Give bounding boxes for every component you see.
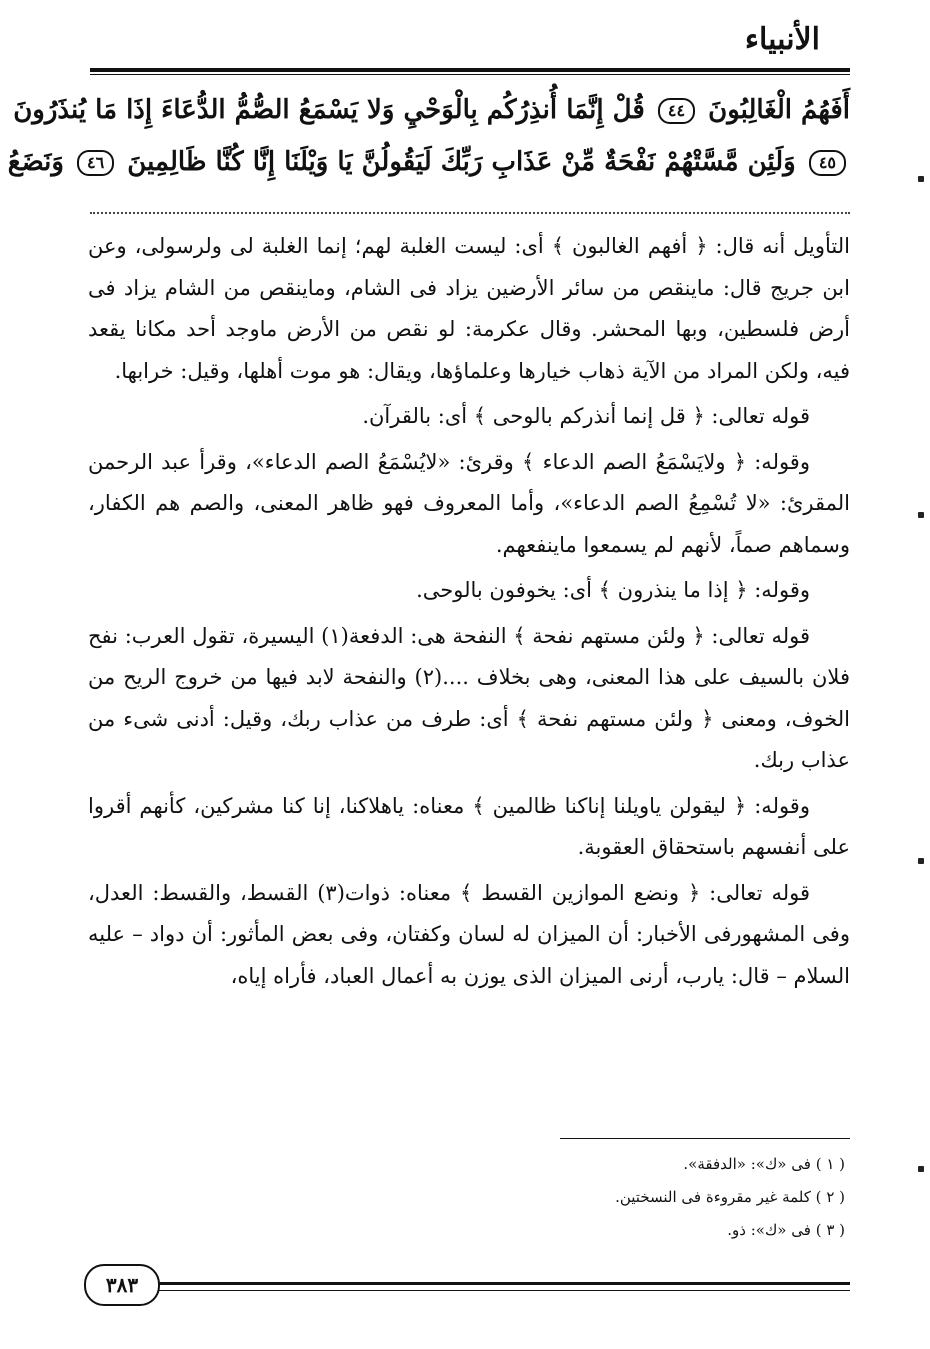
ayah-number-marker: ٤٥ — [809, 150, 846, 176]
margin-dot — [918, 858, 924, 864]
margin-dot — [918, 176, 924, 182]
footer-rule — [150, 1282, 850, 1285]
footnote: ( ٢ ) كلمة غير مقروءة فى النسختين. — [615, 1188, 845, 1206]
quran-verses — [7, 84, 850, 188]
paragraph: وقوله: ﴿ ولايَسْمَعُ الصم الدعاء ﴾ وقرئ: «لايُسْمَعُ الصم الدعاء»، وقرأ عبد الرحمن المقرئ: «لا تُسْمِعُ الصم الدعاء»، وأما المعروف فهو ظاهر المعنى، والصم هم الكفار، وسماهم صماً، لأنهم لم يسمعوا ماينفعهم. — [88, 449, 850, 557]
dotted-separator — [90, 212, 850, 214]
quran-line-2 — [7, 136, 850, 188]
footnotes — [90, 1148, 845, 1247]
paragraph: قوله تعالى: ﴿ قل إنما أنذركم بالوحى ﴾ أى: بالقرآن. — [362, 404, 810, 428]
quran-line-1 — [13, 84, 850, 136]
commentary-body — [88, 226, 850, 1001]
footer-rule-thin — [150, 1290, 850, 1291]
header-rule-thin — [90, 74, 850, 75]
surah-title: الأنبياء — [744, 22, 820, 57]
verse-text: قُلْ إِنَّمَا أُنذِرُكُم بِالْوَحْيِ وَلا يَسْمَعُ الصُّمُّ الدُّعَاءَ إِذَا مَا يُنذَرُونَ — [13, 95, 645, 125]
paragraph: قوله تعالى: ﴿ ولئن مستهم نفحة ﴾ النفحة هى: الدفعة(١) اليسيرة، تقول العرب: نفح فلان بالسيف على هذا المعنى، وهى بخلاف ....(٢) والنفحة لابد فيها من خروج الريح من الخوف، ومعنى ﴿ ولئن مستهم نفحة ﴾ أى: طرف من عذاب ربك، وقيل: أدنى شىء من عذاب ربك. — [88, 623, 850, 772]
paragraph: التأويل أنه قال: ﴿ أفهم الغالبون ﴾ أى: ليست الغلبة لهم؛ إنما الغلبة لى ولرسولى، وعن ابن جريج قال: ماينقص من سائر الأرضين يزاد فى الشام، وماينقص من الشام يزاد فى أرض فلسطين، وبها المحشر. وقال عكرمة: لو نقص من الأرض ماوجد أحد مكانا يقعد فيه، ولكن المراد من الآية ذهاب خيارها وعلماؤها، ويقال: هو موت أهلها، وقيل: خرابها. — [88, 234, 850, 383]
verse-text: وَلَئِن مَّسَّتْهُمْ نَفْحَةٌ مِّنْ عَذَابِ رَبِّكَ لَيَقُولُنَّ يَا وَيْلَنَا إِنَّا كُنَّا ظَالِمِينَ — [127, 147, 796, 177]
page-number: ٣٨٣ — [84, 1264, 160, 1306]
footnote: ( ٣ ) فى «ك»: ذو. — [727, 1221, 845, 1239]
paragraph: وقوله: ﴿ إذا ما ينذرون ﴾ أى: يخوفون بالوحى. — [416, 578, 810, 602]
margin-dot — [918, 1166, 924, 1172]
verse-text: وَنَضَعُ — [7, 147, 64, 177]
ayah-number-marker: ٤٤ — [658, 98, 695, 124]
footnote-rule — [560, 1138, 850, 1139]
ayah-number-marker: ٤٦ — [77, 150, 114, 176]
margin-dot — [918, 512, 924, 518]
footnote: ( ١ ) فى «ك»: «الدفقة». — [683, 1155, 845, 1173]
header-rule — [90, 68, 850, 72]
verse-text: أَفَهُمُ الْغَالِبُونَ — [708, 95, 850, 125]
paragraph: قوله تعالى: ﴿ ونضع الموازين القسط ﴾ معناه: ذوات(٣) القسط، والقسط: العدل، وفى المشهورفى الأخبار: أن الميزان له لسان وكفتان، وفى بعض المأثور: أن دواد – عليه السلام – قال: يارب، أرنى الميزان الذى يوزن به أعمال العباد، فأراه إياه، — [88, 880, 850, 988]
paragraph: وقوله: ﴿ ليقولن ياويلنا إناكنا ظالمين ﴾ معناه: ياهلاكنا، إنا كنا مشركين، كأنهم أقروا على أنفسهم باستحقاق العقوبة. — [88, 793, 850, 859]
